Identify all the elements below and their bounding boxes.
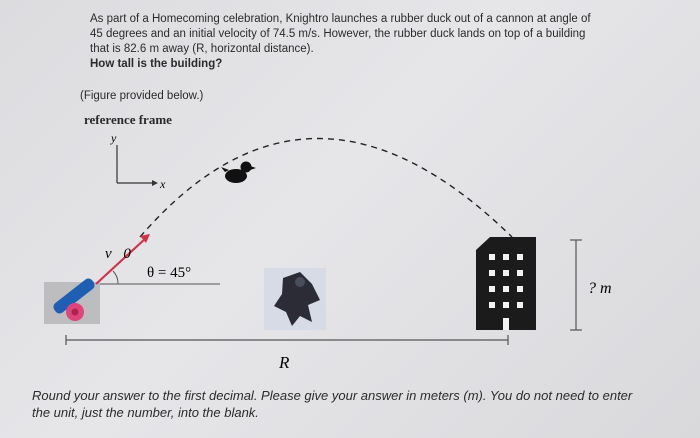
angle-label: θ = 45° [147, 265, 192, 281]
figure-note: (Figure provided below.) [80, 90, 204, 102]
duck-icon [221, 162, 256, 184]
x-axis-label: x [160, 177, 166, 191]
reference-frame-axes [110, 131, 166, 191]
height-marker [570, 240, 612, 330]
velocity-arrow [96, 234, 150, 284]
y-axis-label: y [111, 131, 117, 145]
trajectory-path [140, 139, 512, 238]
building-icon [476, 237, 536, 330]
velocity-label: v⃗0 [105, 246, 131, 262]
cannon-icon [44, 276, 100, 324]
problem-text: As part of a Homecoming celebration, Knightro launches a rubber duck out of a cannon at angle of 45 degrees and an initial velocity of 74.5 m/s. However, the rubber duck lands on top of a building that is 82.6 m away (R, horizontal distance). [90, 13, 591, 55]
range-label: R [279, 353, 290, 372]
knightro-mascot-icon [264, 268, 326, 330]
range-marker [66, 335, 508, 372]
answer-instructions: Round your answer to the first decimal. Please give your answer in meters (m). You do not need to enter the unit, just the number, into the blank. [32, 388, 633, 420]
angle-marker [100, 265, 220, 284]
height-label: ? m [588, 280, 612, 297]
reference-frame-label: reference frame [84, 112, 172, 127]
problem-question: How tall is the building? [90, 58, 223, 70]
